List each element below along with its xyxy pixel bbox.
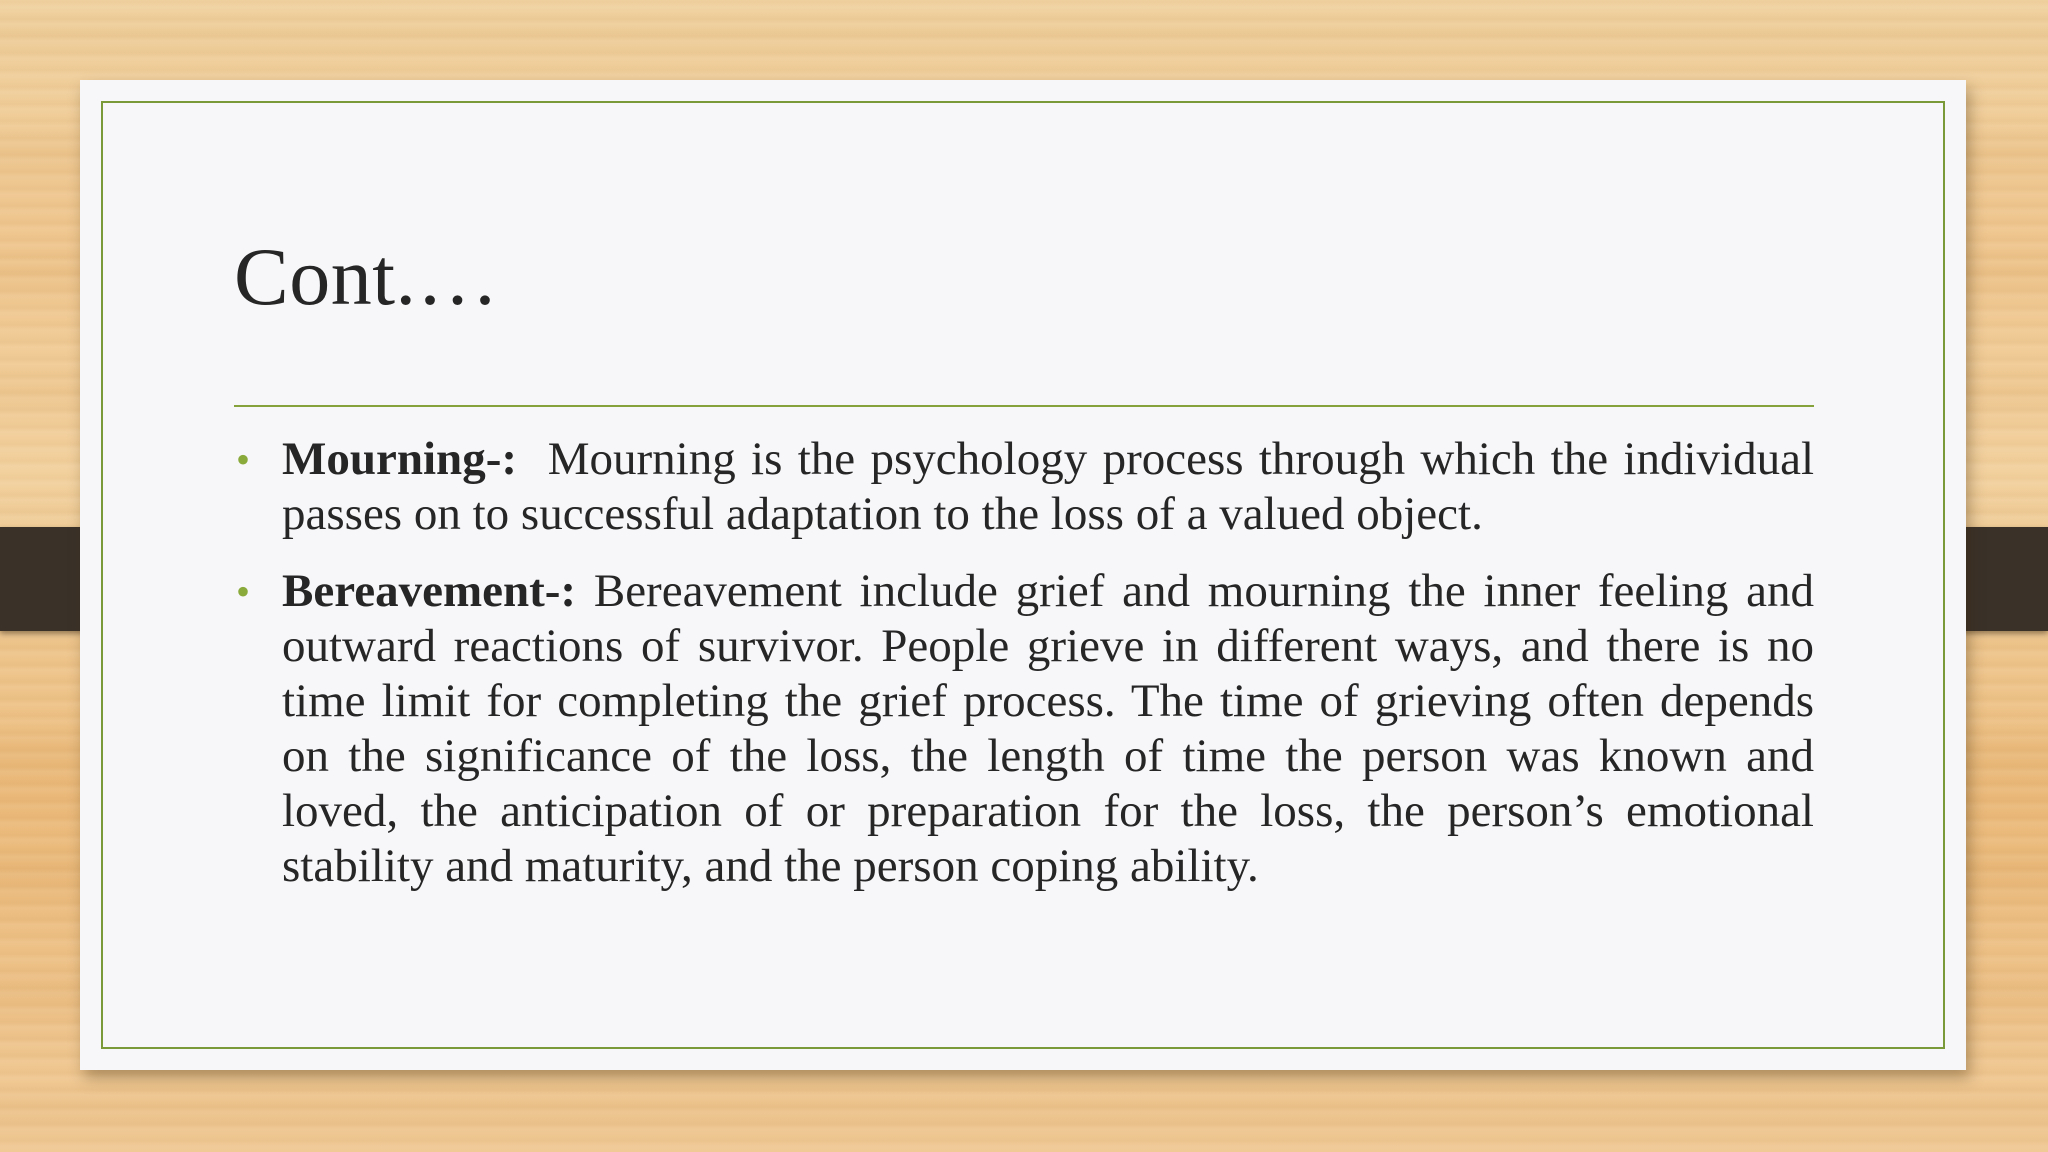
term-mourning: Mourning-: [282, 433, 517, 485]
bullet-dot-icon: • [236, 569, 251, 614]
list-item-mourning [234, 432, 1814, 542]
list-item-bereavement [234, 564, 1814, 894]
definition-mourning: Mourning is the psychology process through which the individual passes on to successful adaptation to the loss of a valued object. [282, 433, 1815, 540]
slide-title: Cont.… [234, 231, 499, 322]
bullet-dot-icon: • [236, 437, 251, 482]
title-divider [234, 405, 1814, 407]
slide [80, 80, 1966, 1070]
bullet-list [234, 432, 1814, 916]
term-bereavement: Bereavement-: [282, 565, 577, 617]
definition-bereavement: Bereavement include grief and mourning the inner feeling and outward reactions of survivor. People grieve in different ways, and there is no time limit for completing the grief process. The time of grieving often depends on the significance of the loss, the length of time the person was known and loved, the anticipation of or preparation for the loss, the person’s emotional stability and maturity, and the person coping ability. [282, 565, 1814, 892]
